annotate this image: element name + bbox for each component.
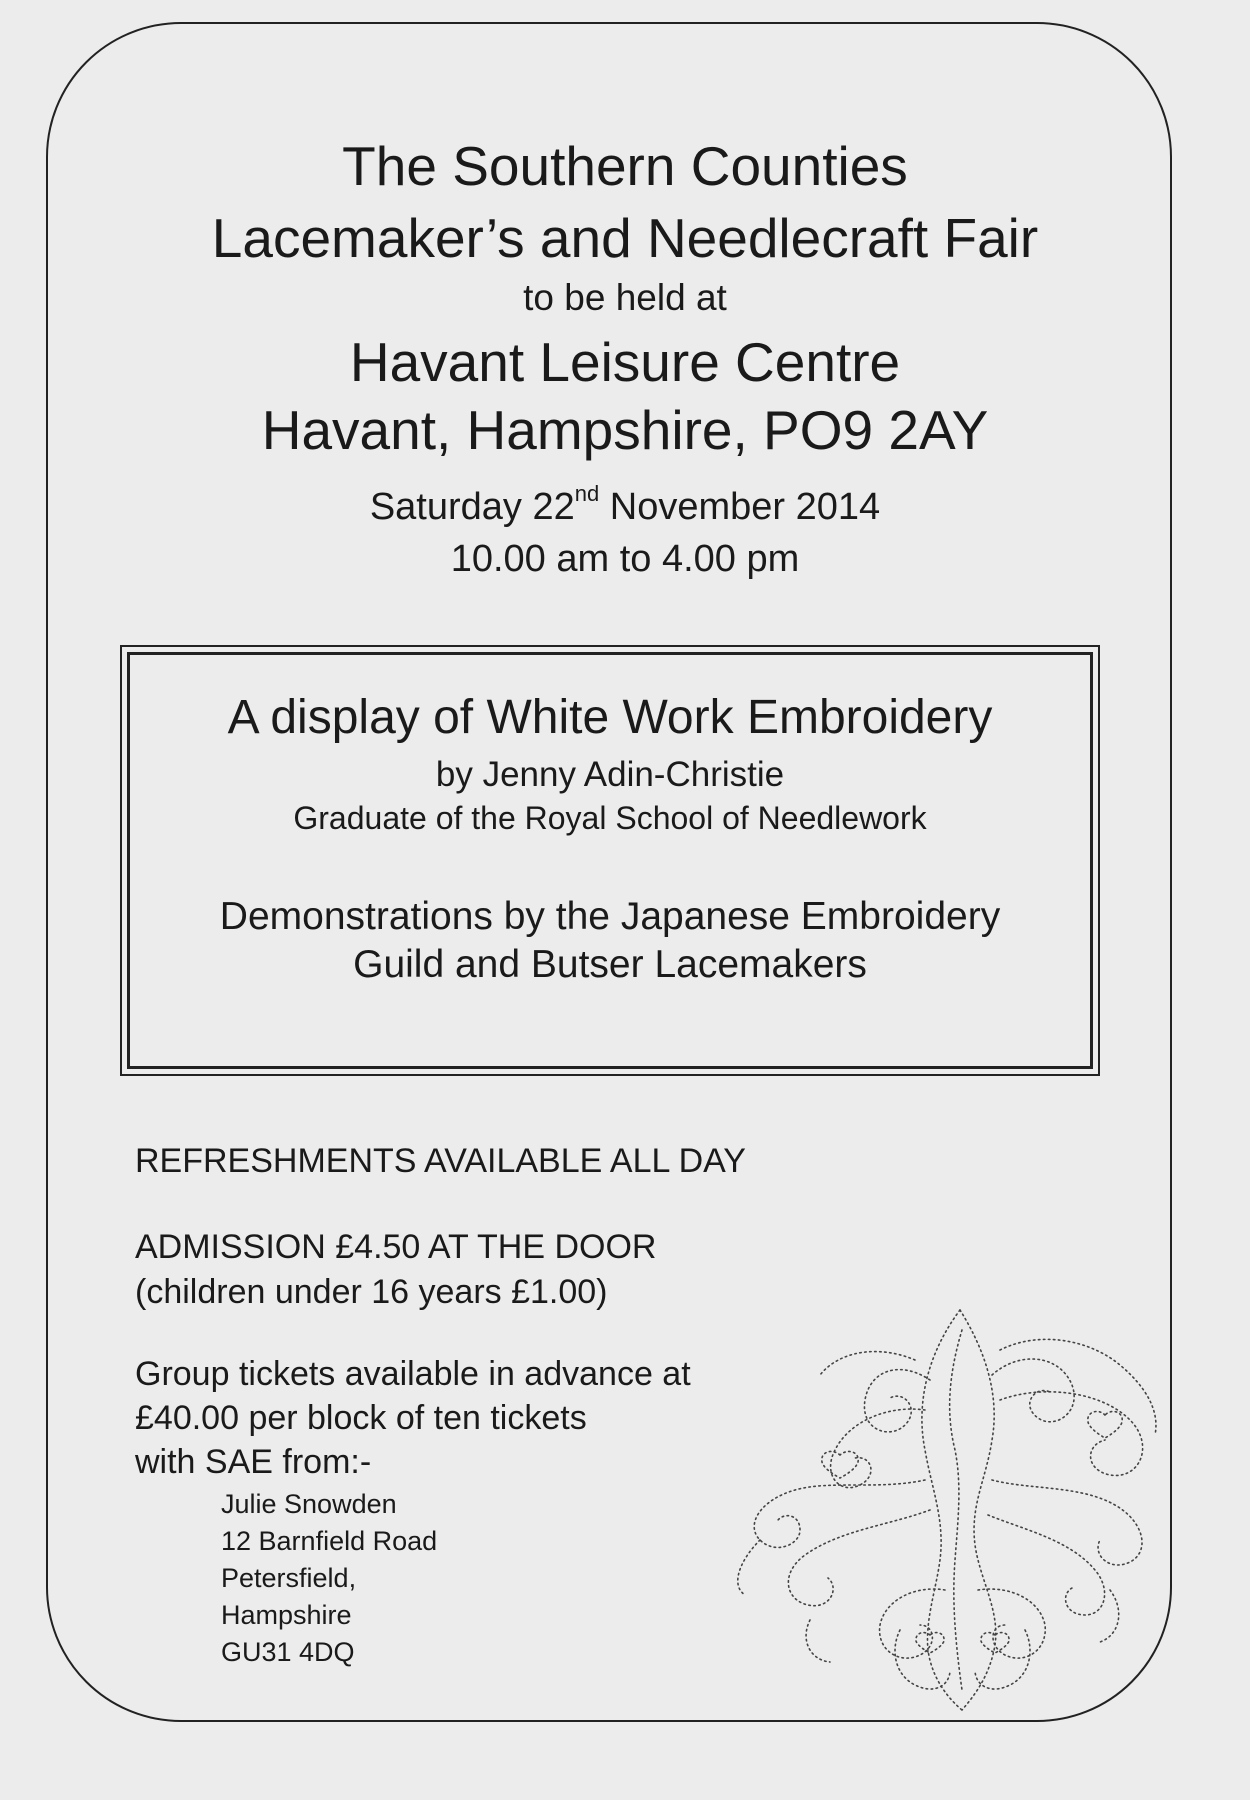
display-by-line: by Jenny Adin-Christie (435, 755, 785, 794)
admission-price: ADMISSION £4.50 AT THE DOOR (135, 1228, 657, 1266)
display-heading: A display of White Work Embroidery (227, 691, 993, 744)
contact-address (221, 1486, 437, 1671)
display-info-box (120, 645, 1100, 1076)
group-tickets-line1: Group tickets available in advance at (135, 1355, 691, 1393)
contact-postcode: GU31 4DQ (221, 1637, 355, 1667)
contact-town: Petersfield, (221, 1563, 357, 1593)
poster-title-line2: Lacemaker’s and Needlecraft Fair (211, 207, 1039, 269)
poster-title-line1: The Southern Counties (342, 135, 908, 197)
held-at-text: to be held at (523, 277, 727, 318)
group-tickets-line3: with SAE from:- (135, 1443, 372, 1481)
display-info-box-inner (127, 652, 1093, 1069)
venue-address: Havant, Hampshire, PO9 2AY (261, 399, 989, 461)
event-date (0, 481, 1250, 529)
contact-county: Hampshire (221, 1600, 352, 1630)
children-price: (children under 16 years £1.00) (135, 1273, 608, 1311)
dotted-lace-motif-icon (700, 1290, 1170, 1720)
demonstrations-line2: Guild and Butser Lacemakers (353, 943, 867, 986)
refreshments-notice: REFRESHMENTS AVAILABLE ALL DAY (135, 1142, 746, 1180)
contact-street: 12 Barnfield Road (221, 1526, 438, 1556)
event-date-ordinal: nd (574, 481, 600, 506)
group-tickets-line2: £40.00 per block of ten tickets (135, 1399, 587, 1437)
demonstrations-line1: Demonstrations by the Japanese Embroidery (219, 895, 1001, 938)
event-date-month-year: November 2014 (599, 486, 881, 528)
contact-name: Julie Snowden (221, 1489, 397, 1519)
event-time: 10.00 am to 4.00 pm (450, 538, 800, 580)
display-credential: Graduate of the Royal School of Needlework (293, 800, 927, 836)
event-date-day: Saturday 22 (369, 486, 575, 528)
venue-name: Havant Leisure Centre (349, 331, 901, 393)
